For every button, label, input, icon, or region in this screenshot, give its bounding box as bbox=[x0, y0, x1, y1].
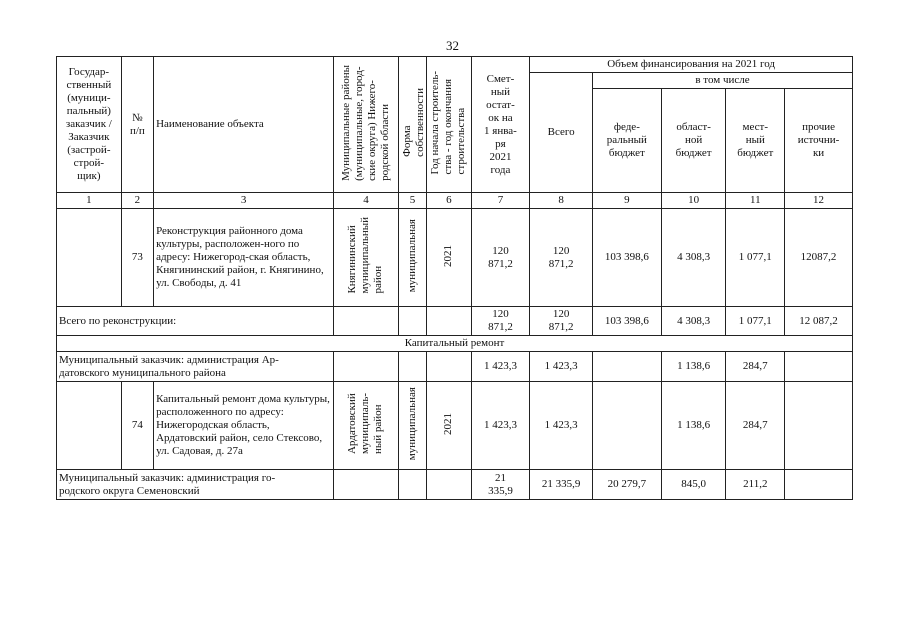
header-ownership: Форма собственности bbox=[400, 88, 426, 157]
header-districts: Муниципальные районы (муниципальные, город- ские округа) Нижего- родской области bbox=[339, 64, 391, 181]
total-recon-federal: 103 398,6 bbox=[592, 307, 661, 336]
section-title: Капитальный ремонт bbox=[57, 336, 853, 352]
table-row-74 bbox=[57, 382, 853, 470]
semenov-regional: 845,0 bbox=[661, 470, 726, 500]
row73-total: 120 871,2 bbox=[530, 209, 593, 307]
total-recon-total: 120 871,2 bbox=[530, 307, 593, 336]
header-other: прочие источни- ки bbox=[785, 89, 853, 193]
row74-year: 2021 bbox=[442, 412, 455, 435]
total-recon-label: Всего по реконструкции: bbox=[57, 307, 334, 336]
row74-district: Ардатовский муниципаль- ный район bbox=[346, 392, 385, 455]
total-recon-regional: 4 308,3 bbox=[661, 307, 726, 336]
header-regional: област- ной бюджет bbox=[661, 89, 726, 193]
semenov-federal: 20 279,7 bbox=[592, 470, 661, 500]
ardatov-estimate: 1 423,3 bbox=[471, 352, 530, 382]
col-number: 5 bbox=[398, 193, 426, 209]
row73-name: Реконструкция районного дома культуры, расположен-ного по адресу: Нижегород-ская область, Княгининский район, г. Княгинино, ул. Свободы, д. 41 bbox=[154, 209, 334, 307]
header-financing: Объем финансирования на 2021 год bbox=[530, 57, 853, 73]
row73-regional: 4 308,3 bbox=[661, 209, 726, 307]
row74-ownership: муниципальная bbox=[405, 386, 418, 461]
semenov-local: 211,2 bbox=[726, 470, 785, 500]
semenov-customer-row bbox=[57, 470, 853, 500]
header-including: в том числе bbox=[592, 73, 852, 89]
ardatov-customer-row bbox=[57, 352, 853, 382]
semenov-total: 21 335,9 bbox=[530, 470, 593, 500]
column-numbers-row bbox=[57, 193, 853, 209]
ardatov-regional: 1 138,6 bbox=[661, 352, 726, 382]
ardatov-total: 1 423,3 bbox=[530, 352, 593, 382]
row73-other: 12087,2 bbox=[785, 209, 853, 307]
col-number: 12 bbox=[785, 193, 853, 209]
row74-total: 1 423,3 bbox=[530, 382, 593, 470]
header-federal: феде- ральный бюджет bbox=[592, 89, 661, 193]
semenov-estimate: 21 335,9 bbox=[471, 470, 530, 500]
ardatov-customer-label: Муниципальный заказчик: администрация Ар- датовского муниципального района bbox=[57, 352, 334, 382]
col-number: 6 bbox=[427, 193, 471, 209]
total-recon-estimate: 120 871,2 bbox=[471, 307, 530, 336]
row74-num: 74 bbox=[121, 382, 153, 470]
row73-district: Княгининский муниципальный район bbox=[346, 217, 385, 294]
header-customer: Государ- ственный (муници- пальный) заказчик / Заказчик (застрой- строй- щик) bbox=[57, 57, 122, 193]
header-row-1 bbox=[57, 57, 853, 73]
row73-num: 73 bbox=[121, 209, 153, 307]
col-number: 2 bbox=[121, 193, 153, 209]
col-number: 9 bbox=[592, 193, 661, 209]
header-years: Год начала строитель- ства - год окончания строительства bbox=[429, 70, 468, 175]
table-row-73 bbox=[57, 209, 853, 307]
section-row bbox=[57, 336, 853, 352]
page-number: 32 bbox=[446, 38, 459, 53]
total-reconstruction-row bbox=[57, 307, 853, 336]
col-number: 1 bbox=[57, 193, 122, 209]
semenov-customer-label: Муниципальный заказчик: администрация го- родского округа Семеновский bbox=[57, 470, 334, 500]
ardatov-local: 284,7 bbox=[726, 352, 785, 382]
row74-local: 284,7 bbox=[726, 382, 785, 470]
col-number: 10 bbox=[661, 193, 726, 209]
header-total: Всего bbox=[530, 73, 593, 193]
row73-estimate: 120 871,2 bbox=[471, 209, 530, 307]
row74-estimate: 1 423,3 bbox=[471, 382, 530, 470]
header-local: мест- ный бюджет bbox=[726, 89, 785, 193]
row73-local: 1 077,1 bbox=[726, 209, 785, 307]
row73-customer bbox=[57, 209, 122, 307]
financing-table bbox=[56, 56, 853, 500]
col-number: 11 bbox=[726, 193, 785, 209]
row74-customer bbox=[57, 382, 122, 470]
row73-federal: 103 398,6 bbox=[592, 209, 661, 307]
total-recon-other: 12 087,2 bbox=[785, 307, 853, 336]
total-recon-local: 1 077,1 bbox=[726, 307, 785, 336]
header-object-name: Наименование объекта bbox=[154, 57, 334, 193]
header-estimate: Смет- ный остат- ок на 1 янва- ря 2021 года bbox=[471, 57, 530, 193]
col-number: 4 bbox=[334, 193, 399, 209]
header-num: № п/п bbox=[121, 57, 153, 193]
col-number: 8 bbox=[530, 193, 593, 209]
row73-ownership: муниципальная bbox=[405, 218, 418, 293]
col-number: 7 bbox=[471, 193, 530, 209]
row73-year: 2021 bbox=[442, 244, 455, 267]
row74-name: Капитальный ремонт дома культуры, расположенного по адресу: Нижегородская область, Ардатовский район, село Стексово, ул. Садовая, д. 27а bbox=[154, 382, 334, 470]
row74-regional: 1 138,6 bbox=[661, 382, 726, 470]
col-number: 3 bbox=[154, 193, 334, 209]
